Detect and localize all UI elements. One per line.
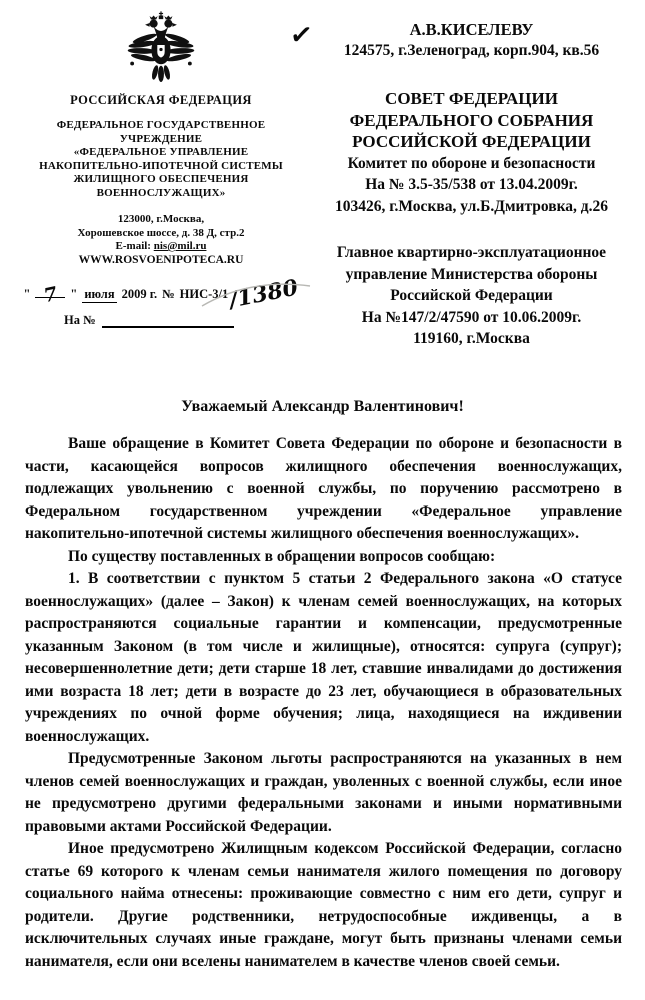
email-line [20,240,302,254]
gkeu-line: управление Министерства обороны [345,265,598,283]
letterhead [20,6,302,328]
body-paragraph: Предусмотренные Законом льготы распространяются на указанных в нем членов семей военнослужащих и граждан, уволенных с военной службы, если иное не предусмотрено другими федеральными законами и иными нормативными правовыми актами Российской Федерации. [25,750,622,835]
council-address: 103426, г.Москва, ул.Б.Дмитровка, д.26 [334,197,609,215]
reply-ref-label: На № [64,313,96,327]
org-line: ФЕДЕРАЛЬНОЕ ГОСУДАРСТВЕННОЕ [56,119,266,131]
org-line: НАКОПИТЕЛЬНО-ИПОТЕЧНОЙ СИСТЕМЫ [39,159,283,172]
coat-of-arms-icon [124,6,198,90]
gkeu-line: Главное квартирно-эксплуатационное [336,244,607,261]
salutation: Уважаемый Александр Валентинович! [181,398,464,415]
gkeu-line: Российской Федерации [390,287,553,304]
email-address: nis@mil.ru [153,240,207,252]
postal-line: Хорошевское шоссе, д. 38 Д, стр.2 [77,226,245,239]
reply-ref-blank-line [102,313,234,328]
body-paragraph: Иное предусмотрено Жилищным кодексом Российской Федерации, согласно статье 69 которого к членам семьи нанимателя жилого помещения по договору социального найма отнесены: проживающие совместно с ним его дети, супруг и родители. Другие родственники, нетрудоспособные иждивенцы, а в исключительных случаях иные граждане, могут быть признаны членами семьи нанимателя, если они вселены нанимателем в качестве членов своей семьи. [25,840,622,970]
month-label: июля [84,287,115,301]
council-reference: На № 3.5-35/538 от 13.04.2009г. [365,176,578,193]
council-line: ФЕДЕРАЛЬНОГО СОБРАНИЯ [349,110,594,130]
recipient-person-address: 124575, г.Зеленоград, корп.904, кв.56 [343,42,600,59]
quote-mark: " [70,287,78,301]
recipient-gkeu [303,242,640,350]
handwritten-day-field [35,281,65,308]
council-line: РОССИЙСКОЙ ФЕДЕРАЦИИ [352,132,591,151]
org-line: УЧРЕЖДЕНИЕ [119,132,203,145]
handwritten-doc-number: /1380 [227,274,301,314]
body-paragraph: По существу поставленных в обращении вопросов сообщаю: [68,547,496,565]
handwritten-day: 7 [41,282,60,308]
quote-mark: " [23,287,31,301]
recipient-person-name: А.В.КИСЕЛЕВУ [409,20,534,39]
org-line: ЖИЛИЩНОГО ОБЕСПЕЧЕНИЯ [73,173,249,185]
website-address: WWW.ROSVOENIPOTECA.RU [78,253,244,266]
gkeu-address: 119160, г.Москва [413,330,530,347]
gkeu-reference: На №147/2/47590 от 10.06.2009г. [361,308,582,326]
letterhead-org-name [20,119,302,200]
letterhead-country: РОССИЙСКАЯ ФЕДЕРАЦИЯ [70,93,252,107]
recipients-block [303,20,640,350]
postal-line: 123000, г.Москва, [117,213,205,225]
outgoing-doc-number: НИС-3/1 [179,287,229,301]
year-label: 2009 г. [121,287,158,301]
recipient-council [303,88,640,217]
body-paragraph: Ваше обращение в Комитет Совета Федерации по обороне и безопасности в части, касающейся вопросов жилищного обеспечения военнослужащих, подлежащих увольнению с военной службы, по поручению рассмотрено в Федеральном государственном учреждении «Федеральное управление накопительно-ипотечной системы жилищного обеспечения военнослужащих». [25,435,622,542]
council-line: СОВЕТ ФЕДЕРАЦИИ [385,89,558,108]
letterhead-contacts [20,213,302,267]
letter-body [25,433,622,973]
body-paragraph: 1. В соответствии с пунктом 5 статьи 2 Федерального закона «О статусе военнослужащих» (далее – Закон) к членам семей военнослужащих, на которых распространяются социальные гарантии и компенсации, предусмотренные указанным Законом (в том числе и жилищные), относятся: супруга (супруг); несовершеннолетние дети; дети старше 18 лет, ставшие инвалидами до достижения ими возраста 18 лет; дети в возрасте до 23 лет, обучающиеся в образовательных учреждениях по очной форме обучения; лица, находящиеся на иждивении военнослужащих. [25,570,622,745]
council-line: Комитет по обороне и безопасности [347,154,596,172]
number-sign: № [162,287,175,301]
email-label: E-mail: [115,240,151,252]
outgoing-date-line [20,274,302,314]
handwritten-checkmark: ✓ [288,18,315,52]
org-line: «ФЕДЕРАЛЬНОЕ УПРАВЛЕНИЕ [73,146,249,158]
reply-reference-line [20,313,302,328]
org-line: ВОЕННОСЛУЖАЩИХ» [96,186,226,199]
